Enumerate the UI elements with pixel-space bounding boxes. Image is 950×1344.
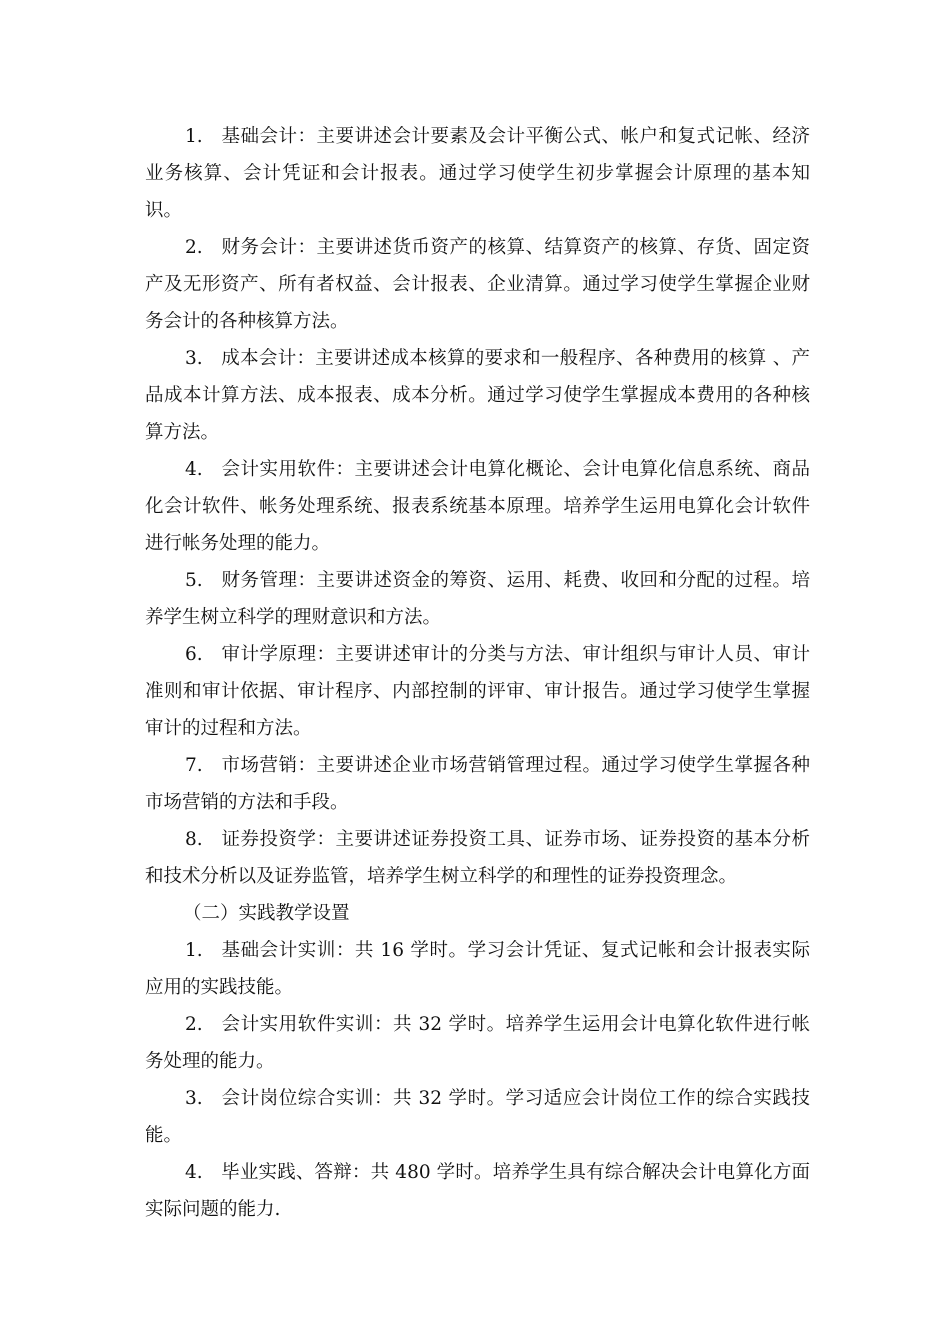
practice-paragraph [145,1080,810,1154]
course-paragraph [145,747,810,821]
item-number: 1. [185,940,203,961]
item-number: 2. [185,1014,203,1035]
course-text: 证券投资学：主要讲述证券投资工具、证券市场、证券投资的基本分析和技术分析以及证券监管，培养学生树立科学的和理性的证券投资理念。 [145,829,810,887]
course-text: 基础会计：主要讲述会计要素及会计平衡公式、帐户和复式记帐、经济业务核算、会计凭证和会计报表。通过学习使学生初步掌握会计原理的基本知识。 [145,126,810,221]
item-number: 4. [185,1162,203,1183]
practice-text: 毕业实践、答辩：共 480 学时。培养学生具有综合解决会计电算化方面实际问题的能力. [145,1162,810,1220]
course-paragraph [145,821,810,895]
course-text: 成本会计：主要讲述成本核算的要求和一般程序、各种费用的核算 、产品成本计算方法、成本报表、成本分析。通过学习使学生掌握成本费用的各种核算方法。 [145,348,810,443]
item-number: 3. [185,348,203,369]
course-text: 市场营销：主要讲述企业市场营销管理过程。通过学习使学生掌握各种市场营销的方法和手段。 [145,755,810,813]
course-text: 财务会计：主要讲述货币资产的核算、结算资产的核算、存货、固定资产及无形资产、所有者权益、会计报表、企业清算。通过学习使学生掌握企业财务会计的各种核算方法。 [145,237,810,332]
practice-text: 会计实用软件实训：共 32 学时。培养学生运用会计电算化软件进行帐务处理的能力。 [145,1014,810,1072]
course-paragraph [145,229,810,340]
item-number: 6. [185,644,203,665]
item-number: 1. [185,126,203,147]
course-text: 会计实用软件：主要讲述会计电算化概论、会计电算化信息系统、商品化会计软件、帐务处理系统、报表系统基本原理。培养学生运用电算化会计软件进行帐务处理的能力。 [145,459,810,554]
course-text: 财务管理：主要讲述资金的筹资、运用、耗费、收回和分配的过程。培养学生树立科学的理财意识和方法。 [145,570,810,628]
course-paragraph [145,636,810,747]
course-paragraph [145,451,810,562]
course-paragraph [145,118,810,229]
item-number: 3. [185,1088,203,1109]
course-paragraph [145,340,810,451]
course-paragraph [145,562,810,636]
item-number: 7. [185,755,203,776]
item-number: 4. [185,459,203,480]
course-text: 审计学原理：主要讲述审计的分类与方法、审计组织与审计人员、审计准则和审计依据、审计程序、内部控制的评审、审计报告。通过学习使学生掌握审计的过程和方法。 [145,644,810,739]
document-body [145,118,810,1228]
practice-text: 基础会计实训：共 16 学时。学习会计凭证、复式记帐和会计报表实际应用的实践技能。 [145,940,810,998]
item-number: 2. [185,237,203,258]
practice-paragraph [145,932,810,1006]
item-number: 8. [185,829,203,850]
section-heading: （二）实践教学设置 [183,903,350,924]
practice-paragraph [145,1006,810,1080]
item-number: 5. [185,570,203,591]
practice-paragraph [145,1154,810,1228]
practice-text: 会计岗位综合实训：共 32 学时。学习适应会计岗位工作的综合实践技能。 [145,1088,810,1146]
